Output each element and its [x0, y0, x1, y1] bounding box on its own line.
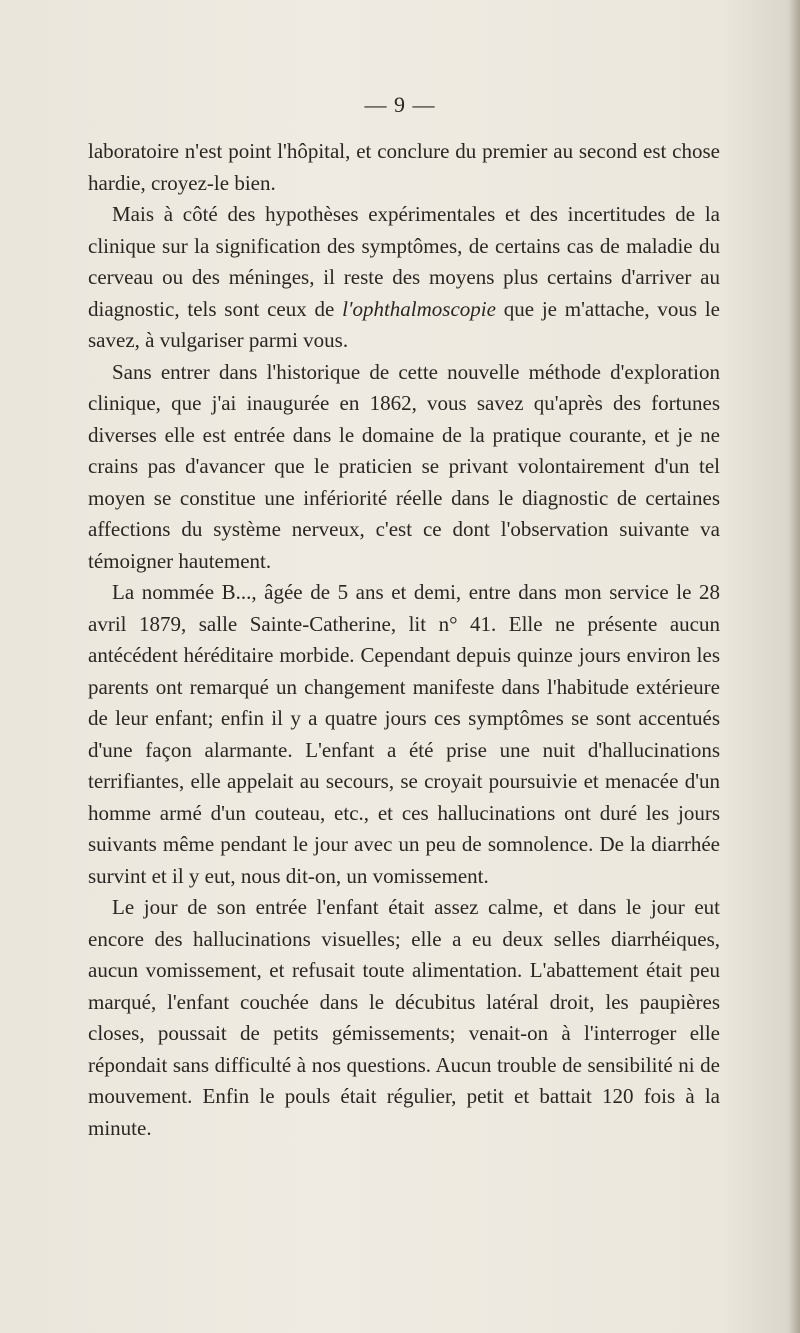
paragraph-1: laboratoire n'est point l'hôpital, et conclure du premier au second est chose hardie, croyez-le bien.: [88, 139, 720, 195]
paragraph-2-text: Mais à côté des hypothèses expérimentales et des incertitudes de la clinique sur la signification des symptômes, de certains cas de maladie du cerveau ou des méninges, il reste des moyens plus certains d'arriver au diagnostic, tels sont ceux de: [88, 202, 720, 321]
paragraph-5: Le jour de son entrée l'enfant était assez calme, et dans le jour eut encore des hallucinations visuelles; elle a eu deux selles diarrhéiques, aucun vomissement, et refusait toute alimentation. L'abattement était peu marqué, l'enfant couchée dans le décubitus latéral droit, les paupières closes, poussait de petits gémissements; venait-on à l'interroger elle répondait sans difficulté à nos questions. Aucun trouble de sensibilité ni de mouvement. Enfin le pouls était régulier, petit et battait 120 fois à la minute.: [88, 895, 720, 1140]
body-text: [88, 136, 720, 1144]
page-edge-shadow: [788, 0, 800, 1333]
paragraph-3: Sans entrer dans l'historique de cette nouvelle méthode d'exploration clinique, que j'ai inaugurée en 1862, vous savez qu'après des fortunes diverses elle est entrée dans le domaine de la pratique courante, et je ne crains pas d'avancer que le praticien se privant volontairement d'un tel moyen se constitue une infériorité réelle dans le diagnostic de certaines affections du système nerveux, c'est ce dont l'observation suivante va témoigner hautement.: [88, 359, 720, 573]
paragraph-2: [88, 199, 720, 357]
italic-term: l'ophthalmoscopie: [342, 296, 496, 321]
paragraph-2-end: que je m'attache, vous le savez, à vulgariser parmi vous.: [88, 296, 721, 352]
paragraph-4: La nommée B..., âgée de 5 ans et demi, entre dans mon service le 28 avril 1879, salle Sainte-Catherine, lit n° 41. Elle ne présente aucun antécédent héréditaire morbide. Cependant depuis quinze jours environ les parents ont remarqué un changement manifeste dans l'habitude extérieure de leur enfant; enfin il y a quatre jours ces symptômes se sont accentués d'une façon alarmante. L'enfant a été prise une nuit d'hallucinations terrifiantes, elle appelait au secours, se croyait poursuivie et menacée d'un homme armé d'un couteau, etc., et ces hallucinations ont duré les jours suivants même pendant le jour avec un peu de somnolence. De la diarrhée survint et il y eut, nous dit-on, un vomissement.: [88, 580, 720, 888]
page-number: — 9 —: [364, 92, 436, 117]
